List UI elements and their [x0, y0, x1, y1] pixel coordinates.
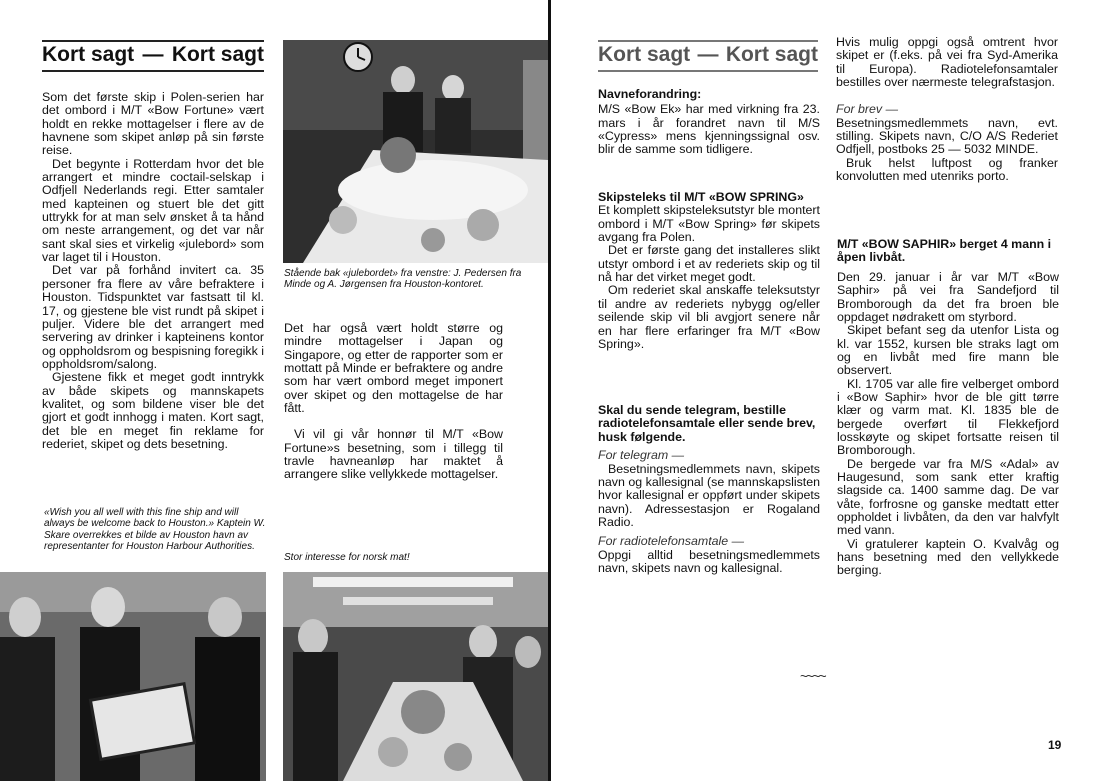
- heading-text: Kort sagt: [42, 43, 135, 66]
- paragraph: Det var på forhånd invitert ca. 35 personer fra flere av våre befraktere i Houston. Tidspunktet var fastsatt til kl. 17, og gjestene ble vist rundt på skipet i puljer. Videre ble det arrangert med servering av drinker i kapteinens kontor og oppholdsrom og bespisning foregikk i oppholdsrom/salong.: [42, 263, 264, 371]
- paragraph: Om rederiet skal anskaffe teleksutstyr til andre av rederiets nybygg og/eller seilende skip vil bli avgjort senere når en har flere erfaringer fra M/T «Bow Spring».: [598, 283, 820, 351]
- article-title: M/T «BOW SAPHIR» berget 4 mann i åpen livbåt.: [837, 237, 1052, 265]
- article-name-change: [598, 88, 820, 157]
- article-title: Skipsteleks til M/T «BOW SPRING»: [598, 190, 804, 204]
- paragraph: Oppgi alltid besetningsmedlemmets navn, skipets navn og kallesignal.: [598, 547, 820, 576]
- caption-text: Stor interesse for norsk mat!: [284, 552, 410, 563]
- article-telegram: [598, 404, 820, 575]
- paragraph: Besetningsmedlemmets navn, evt. stilling. Skipets navn, C/O A/S Rederiet Odfjell, postboks 25 — 5032 MINDE.: [836, 115, 1058, 157]
- article-telegram-continued: [836, 36, 1058, 184]
- paragraph: Som det første skip i Polen-serien har det ombord i M/T «Bow Fortune» vært holdt en rekke mottagelser i flere av de havnene som skipet anløp på sin første reise.: [42, 90, 264, 158]
- article-bow-saphir: [837, 238, 1059, 578]
- photo-buffet-image: [283, 572, 548, 781]
- photo-presentation-image: [0, 572, 266, 781]
- paragraph: De bergede var fra M/S «Adal» av Haugesund, som sank etter kraftig slagside ca. 1400 samme dag. De var våte, forfrosne og ganske medtatt etter oppholdet i livbåten, da den var halvfylt med vann.: [837, 456, 1059, 538]
- paragraph: Skipet befant seg da utenfor Lista og kl. var 1552, kursen ble straks lagt om og en livbåt med fire mann ble observert.: [837, 323, 1059, 378]
- page-gutter: [548, 0, 551, 781]
- photo-caption-julebord: [284, 268, 544, 291]
- heading-dash: —: [142, 43, 164, 66]
- article-title: Skal du sende telegram, bestille radiotelefonsamtale eller sende brev, husk følgende.: [598, 403, 816, 444]
- article-telex: [598, 191, 820, 351]
- heading-text: Kort sagt: [598, 43, 691, 66]
- subheading-telegram: For telegram —: [598, 448, 685, 463]
- paragraph: Vi gratulerer kaptein O. Kvalvåg og hans besetning med den vellykkede berging.: [837, 536, 1059, 578]
- heading-text: Kort sagt: [171, 43, 264, 66]
- subheading-letter: For brev —: [836, 102, 898, 117]
- caption-text: «Wish you all well with this fine ship and will always be welcome back to Houston.» Kaptein W. Skare overrekkes et bilde av Houston havn av representanter for Houston Harbour Authorities.: [44, 507, 266, 553]
- paragraph: Et komplett skipsteleksutstyr ble montert ombord i M/T «Bow Spring» før skipets avgang fra Polen.: [598, 203, 820, 245]
- page-heading-left: [42, 40, 264, 72]
- paragraph: Det er første gang det installeres slikt utstyr ombord i et av rederiets skip og til nå har det virket meget godt.: [598, 243, 820, 285]
- paragraph: Kl. 1705 var alle fire velberget ombord i «Bow Saphir» hvor de ble gitt tørre klær og varm mat. Kl. 1835 ble de bergede overført til Flekkefjord losskøyte og skipet fortsatte reisen til Bromborough.: [837, 376, 1059, 458]
- paragraph: Hvis mulig oppgi også omtrent hvor skipet er (f.eks. på vei fra Syd-Amerika til Europa). Radiotelefonsamtaler bestilles over nærmeste telegrafstasjon.: [836, 35, 1058, 90]
- photo-buffet: [283, 572, 548, 781]
- photo-caption-houston: [44, 507, 266, 553]
- paragraph: Det begynte i Rotterdam hvor det ble arrangert et mindre coctail-selskap i Odfjell Nederlands regi. Etter samtaler med kapteinen og stuert ble det gitt uttrykk for at man selv ønsket å ta hånd om neste arrangement, og det var når sant skal sies et virkelig «julebord» som var laget til i Houston.: [42, 156, 264, 265]
- paragraph: M/S «Bow Ek» har med virkning fra 23. mars i år forandret navn til M/S «Cypress» mens kjenningssignal osv. blir de samme som tidligere.: [598, 102, 820, 157]
- page-number: 19: [1048, 738, 1062, 752]
- paragraph: Den 29. januar i år var M/T «Bow Saphir» på vei fra Sandefjord til Bromborough da det fra broen ble oppdaget nødrakett om styrbord.: [837, 269, 1059, 324]
- paragraph: Besetningsmedlemmets navn, skipets navn og kallesignal (se mannskapslisten hvor kallesignal er oppført under skipets navn). Adressestasjon er Rogaland Radio.: [598, 461, 820, 529]
- paragraph: Vi vil gi vår honnør til M/T «Bow Fortune»s besetning, som i tillegg til travle havneanløp har maktet å arrangere slike vellykkede mottagelser.: [284, 427, 503, 482]
- divider-ornament: ~~~~: [800, 668, 825, 684]
- heading-text: Kort sagt: [725, 43, 818, 66]
- paragraph: Bruk helst luftpost og franker konvolutten med utenriks porto.: [836, 155, 1058, 184]
- article-title: Navneforandring:: [598, 87, 702, 101]
- paragraph: Gjestene fikk et meget godt inntrykk av både skipets og mannskapets kvalitet, og som bildene viser ble det gjort et godt innhogg i maten. Kort sagt, det ble en meget fin reklame for rederiet, skipet og dets besetning.: [42, 370, 264, 451]
- paragraph: Det har også vært holdt større og mindre mottagelser i Japan og Singapore, og etter de rapporter som er mottatt på Minde er befraktere og andre som har vært ombord meget imponert over skipet og den mottagelse de har fått.: [284, 321, 503, 416]
- subheading-radio: For radiotelefonsamtale —: [598, 534, 745, 549]
- photo-julebord-image: [283, 40, 548, 263]
- article-bow-fortune-col1: [42, 91, 264, 451]
- caption-text: Stående bak «julebordet» fra venstre: J. Pedersen fra Minde og A. Jørgensen fra Houston-kontoret.: [284, 268, 522, 291]
- photo-presentation: [0, 572, 266, 781]
- heading-dash: —: [697, 43, 719, 66]
- photo-julebord: [283, 40, 548, 263]
- photo-caption-food: [284, 552, 544, 563]
- article-bow-fortune-col2: [284, 322, 503, 482]
- page-heading-right: [598, 40, 818, 72]
